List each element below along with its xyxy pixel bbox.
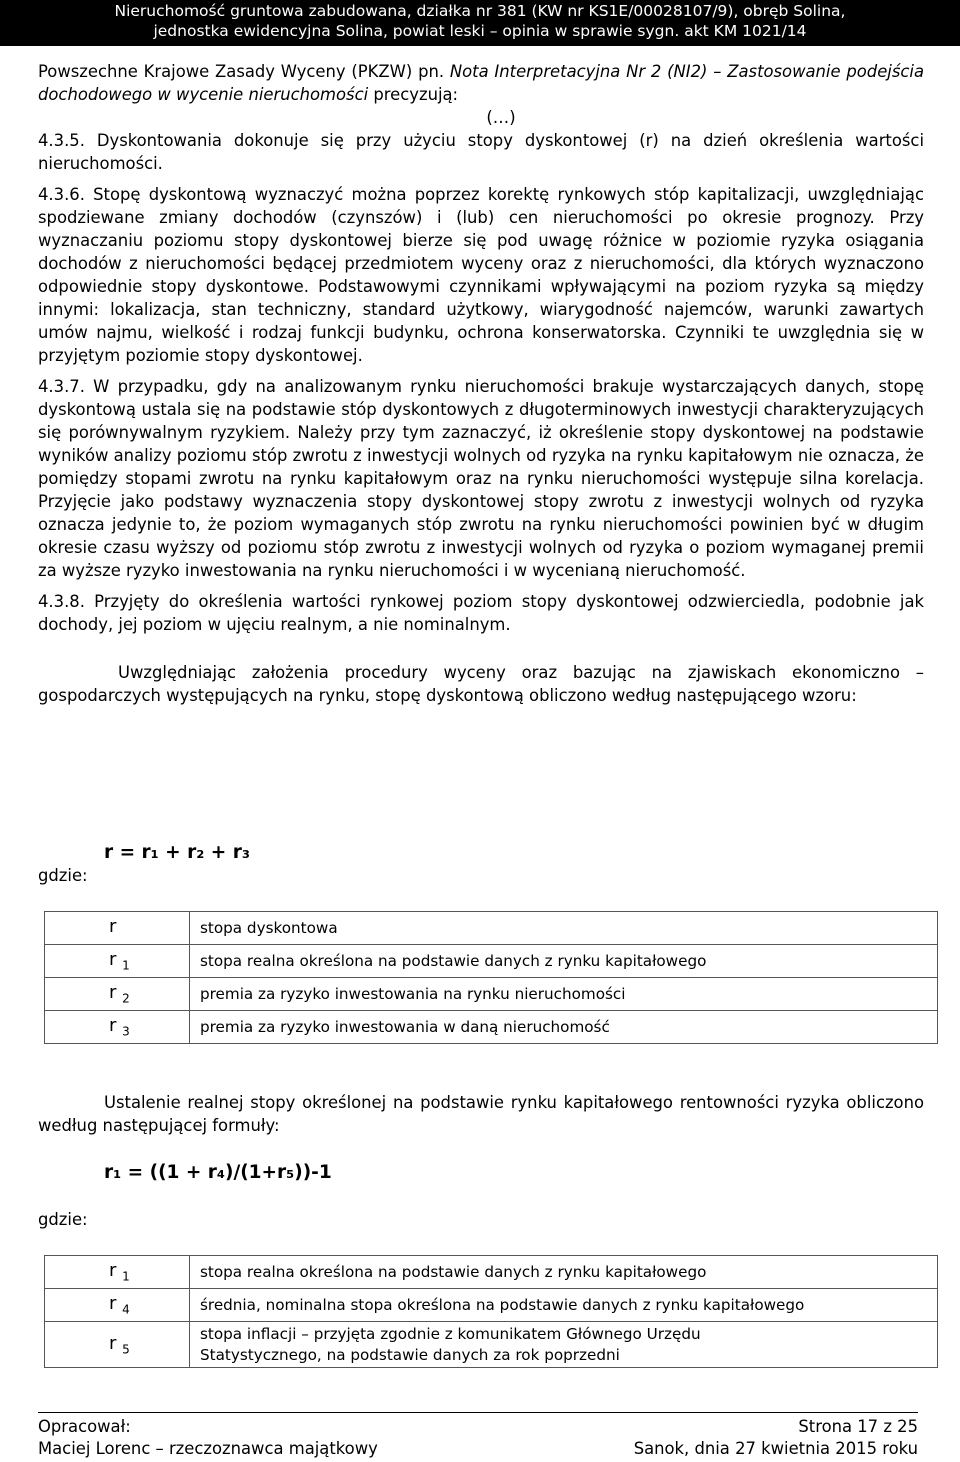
footer-divider bbox=[38, 1412, 918, 1413]
footer-prepared-label: Opracował: bbox=[38, 1417, 131, 1436]
description-cell: średnia, nominalna stopa określona na podstawie danych z rynku kapitałowego bbox=[190, 1289, 938, 1322]
footer-date: Sanok, dnia 27 kwietnia 2015 roku bbox=[633, 1439, 918, 1458]
table-row bbox=[45, 1322, 938, 1368]
paragraph-ustalenie: Ustalenie realnej stopy określonej na podstawie rynku kapitałowego rentowności ryzyka obliczono według następującej formuły: bbox=[38, 1093, 924, 1135]
description-cell: stopa realna określona na podstawie danych z rynku kapitałowego bbox=[190, 945, 938, 978]
table-row bbox=[45, 978, 938, 1011]
description-cell: stopa realna określona na podstawie danych z rynku kapitałowego bbox=[190, 1256, 938, 1289]
description-cell: premia za ryzyko inwestowania w daną nieruchomość bbox=[190, 1011, 938, 1044]
footer-author: Maciej Lorenc – rzeczoznawca majątkowy bbox=[38, 1439, 378, 1458]
paragraph-4-3-5: 4.3.5. Dyskontowania dokonuje się przy użyciu stopy dyskontowej (r) na dzień określenia wartości nieruchomości. bbox=[38, 131, 924, 173]
table-row bbox=[45, 945, 938, 978]
intro-normal: Powszechne Krajowe Zasady Wyceny (PKZW) pn. bbox=[38, 62, 450, 81]
paragraph-4-3-6: 4.3.6. Stopę dyskontową wyznaczyć można poprzez korektę rynkowych stóp kapitalizacji, uwzględniając spodziewane zmiany dochodów (czynszów) i (lub) cen nieruchomości po okresie prognozy. Przy wyznaczaniu poziomu stopy dyskontowej bierze się pod uwagę różnice w poziomie ryzyka osiągania dochodów z nieruchomości będącej przedmiotem wyceny oraz z nieruchomości, dla których wyznaczono odpowiednie stopy dyskontowe. Podstawowymi czynnikami wpływającymi na poziom ryzyka są między innymi: lokalizacja, stan techniczny, standard użytkowy, wiarygodność najemców, warunki zawartych umów najmu, wielkość i rodzaj funkcji budynku, ochrona konserwatorska. Czynniki te uwzględnia się w przyjętym poziomie stopy dyskontowej. bbox=[38, 185, 924, 365]
table-row bbox=[45, 1289, 938, 1322]
ustalenie-block bbox=[38, 1091, 924, 1137]
variables-table-2 bbox=[44, 1255, 938, 1368]
table-row bbox=[45, 1256, 938, 1289]
table-row bbox=[45, 1011, 938, 1044]
paragraph-4-3-7: 4.3.7. W przypadku, gdy na analizowanym rynku nieruchomości brakuje wystarczających danych, stopę dyskontową ustala się na podstawie stóp dyskontowych z długoterminowych inwestycji charakteryzujących się porównywalnym ryzykiem. Należy przy tym zaznaczyć, iż określenie stopy dyskontowej na podstawie wyników analizy poziomu stóp zwrotu z inwestycji wolnych od ryzyka na rynku kapitałowym nie oznacza, że pomiędzy stopami zwrotu na rynku kapitałowym oraz na rynku nieruchomości występuje silna korelacja. Przyjęcie jako podstawy wyznaczenia stopy dyskontowej stopy zwrotu z inwestycji wolnych od ryzyka oznacza jedynie to, że poziom wymaganych stóp zwrotu na rynku nieruchomości powinien być w długim okresie czasu wyższy od poziomu stóp zwrotu z inwestycji wolnych od ryzyka o poziom wymaganej premii za wyższe ryzyko inwestowania na rynku nieruchomości i w wycenianą nieruchomość. bbox=[38, 377, 924, 580]
symbol-cell: r $_4$ bbox=[45, 1289, 190, 1322]
symbol-cell: r $_3$ bbox=[45, 1011, 190, 1044]
paragraph-uwzgledniajac: Uwzględniając założenia procedury wyceny oraz bazując na zjawiskach ekonomiczno – gospodarczych występujących na rynku, stopę dyskontową obliczono według następującego wzoru: bbox=[38, 663, 924, 705]
formula-block-1 bbox=[38, 838, 928, 898]
symbol-cell: r $_5$ bbox=[45, 1322, 190, 1368]
footer-page-number: Strona 17 z 25 bbox=[798, 1417, 918, 1436]
formula-real-rate: r₁ = ((1 + r₄)/(1+r₅))-1 bbox=[104, 1162, 332, 1183]
symbol-cell: r bbox=[45, 912, 190, 945]
description-cell: stopa dyskontowa bbox=[190, 912, 938, 945]
description-cell: premia za ryzyko inwestowania na rynku nieruchomości bbox=[190, 978, 938, 1011]
symbol-cell: r $_2$ bbox=[45, 978, 190, 1011]
gdzie-label-1: gdzie: bbox=[38, 866, 88, 885]
page-footer bbox=[38, 1412, 918, 1460]
symbol-cell: r $_1$ bbox=[45, 1256, 190, 1289]
document-body bbox=[38, 60, 924, 707]
formula-discount-rate: r = r₁ + r₂ + r₃ bbox=[104, 842, 250, 863]
intro-tail: precyzują: bbox=[368, 85, 459, 104]
variables-table-1 bbox=[44, 911, 938, 1044]
table-row bbox=[45, 912, 938, 945]
gdzie-label-2: gdzie: bbox=[38, 1210, 88, 1229]
page-header bbox=[0, 0, 960, 46]
intro-paragraph bbox=[38, 60, 924, 106]
header-line-1: Nieruchomość gruntowa zabudowana, działka nr 381 (KW nr KS1E/00028107/9), obręb Solina, bbox=[114, 2, 846, 20]
intro-italic: Nota Interpretacyjna Nr 2 (NI2) – Zastosowanie podejścia dochodowego w wycenie nieruchomości bbox=[38, 62, 924, 104]
formula-block-2 bbox=[38, 1160, 928, 1240]
header-line-2: jednostka ewidencyjna Solina, powiat leski – opinia w sprawie sygn. akt KM 1021/14 bbox=[153, 22, 807, 40]
paragraph-4-3-8: 4.3.8. Przyjęty do określenia wartości rynkowej poziom stopy dyskontowej odzwierciedla, podobnie jak dochody, jej poziom w ujęciu realnym, a nie nominalnym. bbox=[38, 592, 924, 634]
symbol-cell: r $_1$ bbox=[45, 945, 190, 978]
ellipsis: (…) bbox=[486, 108, 516, 127]
description-cell: stopa inflacji – przyjęta zgodnie z komunikatem Głównego Urzędu Statystycznego, na podstawie danych za rok poprzedni bbox=[190, 1322, 938, 1368]
